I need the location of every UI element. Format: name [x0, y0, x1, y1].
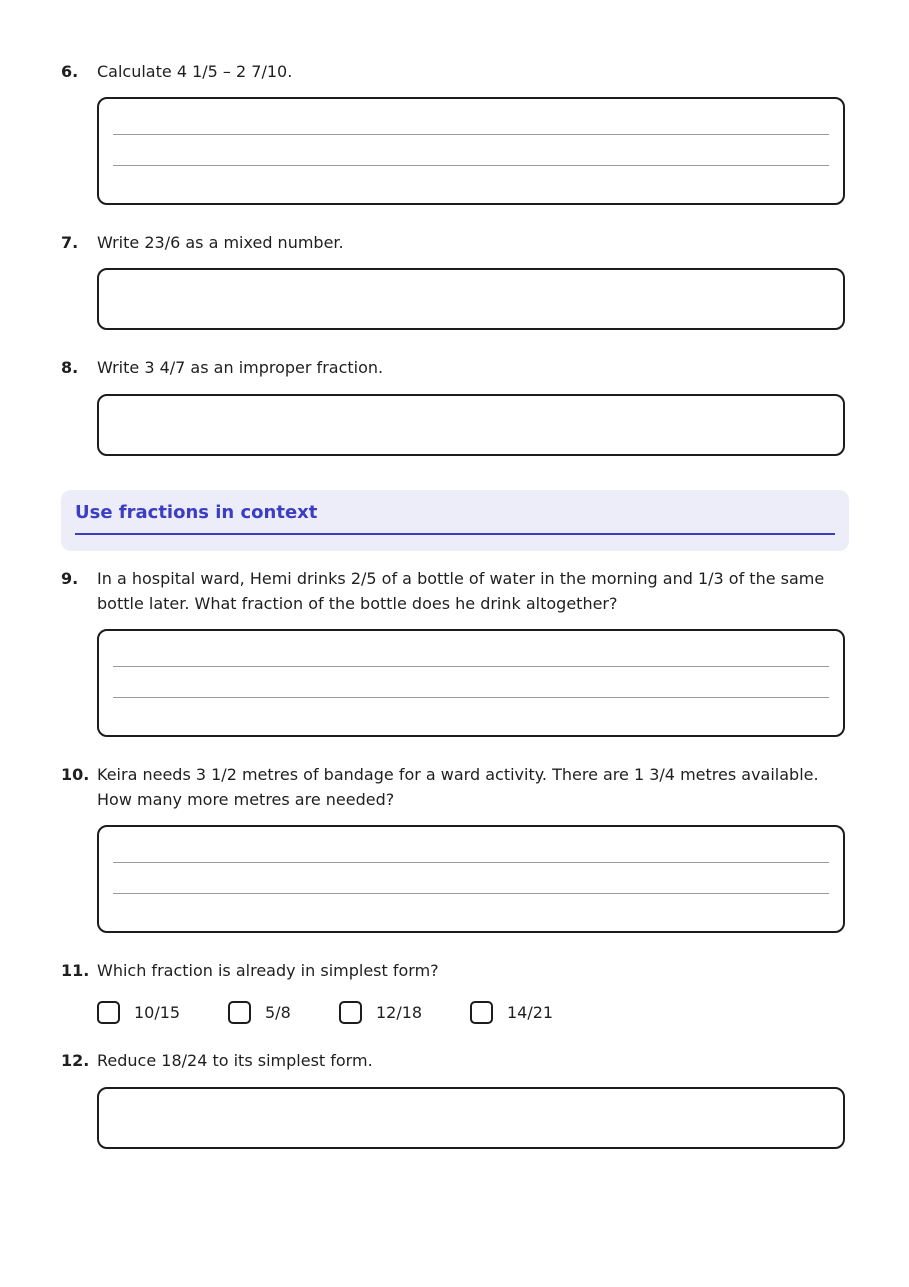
- question-8: [61, 356, 851, 381]
- section-header: [61, 490, 849, 551]
- question-text: Keira needs 3 1/2 metres of bandage for a ward activity. There are 1 3/4 metres available. How many more metres are needed?: [97, 765, 819, 809]
- checkbox[interactable]: [339, 1001, 362, 1024]
- answer-box-12[interactable]: [97, 1087, 845, 1149]
- question-text: In a hospital ward, Hemi drinks 2/5 of a bottle of water in the morning and 1/3 of the same bottle later. What fraction of the bottle does he drink altogether?: [97, 569, 825, 613]
- writing-line: [113, 666, 829, 667]
- question-12: [61, 1049, 851, 1074]
- question-number: 11.: [61, 961, 90, 980]
- writing-line: [113, 165, 829, 166]
- question-7: [61, 231, 851, 256]
- question-number: 12.: [61, 1051, 90, 1070]
- question-text: Write 23/6 as a mixed number.: [97, 233, 344, 252]
- question-text: Reduce 18/24 to its simplest form.: [97, 1051, 373, 1070]
- question-text: Calculate 4 1/5 – 2 7/10.: [97, 62, 293, 81]
- writing-line: [113, 134, 829, 135]
- answer-box-6[interactable]: [97, 97, 845, 205]
- option-label: 14/21: [507, 1002, 554, 1022]
- writing-line: [113, 862, 829, 863]
- option-3[interactable]: [339, 998, 422, 1026]
- question-number: 7.: [61, 233, 79, 252]
- question-number: 6.: [61, 62, 79, 81]
- question-number: 8.: [61, 358, 79, 377]
- answer-box-7[interactable]: [97, 268, 845, 330]
- option-label: 12/18: [376, 1002, 423, 1022]
- answer-box-8[interactable]: [97, 394, 845, 456]
- option-label: 5/8: [265, 1002, 291, 1022]
- checkbox[interactable]: [470, 1001, 493, 1024]
- answer-box-10[interactable]: [97, 825, 845, 933]
- question-10: [61, 763, 851, 812]
- option-2[interactable]: [228, 998, 291, 1026]
- question-text: Write 3 4/7 as an improper fraction.: [97, 358, 384, 377]
- option-1[interactable]: [97, 998, 180, 1026]
- question-number: 10.: [61, 765, 90, 784]
- question-9: [61, 567, 851, 616]
- section-title: Use fractions in context: [75, 502, 318, 523]
- checkbox[interactable]: [97, 1001, 120, 1024]
- writing-line: [113, 893, 829, 894]
- checkbox[interactable]: [228, 1001, 251, 1024]
- question-number: 9.: [61, 569, 79, 588]
- option-4[interactable]: [470, 998, 553, 1026]
- answer-box-9[interactable]: [97, 629, 845, 737]
- section-underline: [75, 533, 835, 535]
- question-6: [61, 60, 851, 85]
- question-11: [61, 959, 851, 984]
- writing-line: [113, 697, 829, 698]
- question-text: Which fraction is already in simplest form?: [97, 961, 439, 980]
- option-label: 10/15: [134, 1002, 181, 1022]
